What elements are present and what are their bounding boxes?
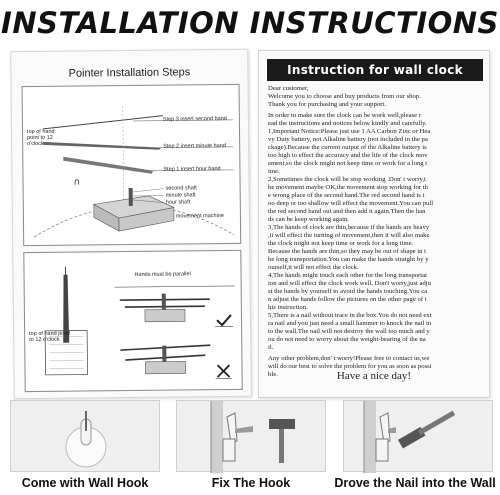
hands-exploded-diagram [22, 84, 242, 246]
instruction-line: the red second hand out and then add it again.Then the han [268, 208, 426, 215]
instruction-line: Because the hands are thin,so they may be out of shape in t [268, 248, 427, 255]
instruction-line: st the hands by yourself to avoid the hands touching.You ca [268, 288, 428, 295]
label-second-shaft: second shaft [165, 185, 197, 192]
label-hour-shaft: hour shaft [165, 199, 191, 206]
instruction-line: ion and will effect the clock work well. Don't worry,just adju [268, 280, 431, 287]
instruction-line: ckage).Because the current output of the Alkaline battery is [268, 144, 427, 151]
instruction-line: ourself,it will not effect the clock. [268, 264, 359, 271]
instruction-line: his instruction. [268, 304, 308, 311]
instruction-line: 1,Important Notice:Please just use 1 AA Carbon Zinc or Hea [268, 128, 431, 135]
instruction-sheet-title: Instruction for wall clock [267, 59, 483, 81]
instruction-line: e wrong place of the second hand.The red second hand is t [268, 192, 425, 199]
label-step3: Step 3 insert second hand [162, 115, 227, 123]
instruction-line: too high to effect the accuracy and the life of the clock mov [268, 152, 428, 159]
nail-icon [235, 426, 253, 433]
label-hands-parallel: Hands must be parallel [134, 271, 191, 278]
instruction-line: he long transportation.You can make the hands straight by y [268, 256, 429, 263]
checkmark-icon [215, 313, 233, 327]
wall-hook-icon [11, 401, 161, 473]
hands-parallel-diagram [23, 250, 242, 392]
instruction-line: ement,so the clock might not keep time or work for a long t [268, 160, 428, 167]
hammer-icon [269, 419, 295, 463]
instruction-line: to the wall.The nail will not destroy the wall too much and y [268, 328, 430, 335]
fix-hook-drawing [177, 401, 327, 473]
step-drive-nail-photo [343, 400, 493, 472]
step-wall-hook-photo [10, 400, 160, 472]
instruction-line: ime. [268, 168, 280, 175]
instruction-line: il. [268, 344, 274, 351]
label-minute-shaft: minute shaft [165, 192, 196, 199]
instruction-sheet [258, 50, 490, 398]
instruction-line: 5,There is a nail without trace in the box.You do not need ext [268, 312, 432, 319]
closing-text: Have a nice day! [336, 370, 412, 382]
instruction-line: vy Duty battery, not Alkaline battery (not included in the pa [268, 136, 428, 143]
instruction-line: In order to make sure the clock can be work well,please r [268, 112, 422, 119]
instruction-line: ra nail and you just need a small hammer to knock the nail in [268, 320, 432, 327]
instruction-line: Any other problem,don' t worry!Please free to contact us,we [268, 355, 430, 362]
label-top-of-hand-2: top of hand point to 12 o'clock [29, 330, 71, 344]
instruction-line: he movement maybe OK,the movement stop working for th [268, 184, 428, 191]
cross-icon [215, 363, 231, 379]
instruction-line: ou do not need to worry about the weight-bearing of the na [268, 336, 426, 343]
instruction-line: oo deep or too shallow will effect the movement.You can pull [268, 200, 434, 207]
instruction-line: the clock might not keep time or work for a long time. [268, 240, 414, 247]
step-caption-2: Fix The Hook [211, 476, 291, 490]
label-top-of-hand: top of hand point to 12 o'clock [27, 128, 55, 148]
label-movement-machine: movement machine [175, 213, 224, 220]
instruction-line: 4,The hands might touch each other for the long transportat [268, 272, 427, 279]
step-caption-1: Come with Wall Hook [21, 476, 149, 490]
instruction-line: Dear customer, [268, 85, 309, 92]
svg-text:∩: ∩ [73, 177, 81, 188]
instruction-line: 2,Sometimes the clock will be stop working .Don' t worry,t [268, 176, 426, 183]
instruction-line: will do our best to solve the problem for you as soon as possi [268, 363, 432, 370]
drive-nail-drawing [344, 401, 494, 473]
instruction-text [268, 85, 482, 379]
step-fix-hook-photo [176, 400, 326, 472]
instruction-line: ds can be keep working again. [268, 216, 349, 223]
label-step2: Step 2 insert minute hand [163, 143, 226, 150]
instruction-line: 3,The hands of clock are thin,because if the hands are heavy [268, 224, 430, 231]
step-caption-3: Drove the Nail into the Wall [334, 476, 496, 490]
instruction-line: ble. [268, 371, 278, 378]
pointer-installation-sheet [10, 49, 252, 399]
pointer-sheet-title: Pointer Installation Steps [68, 66, 191, 80]
instruction-line: Thank you for purchasing and your support. [268, 101, 386, 108]
instruction-line: ead the instructions and notices below kindly and carefully. [268, 120, 427, 127]
instruction-line: n adjust the hands follow the pictures on the other page of t [268, 296, 427, 303]
instruction-line: Welcome you to choose and buy products from our shop. [268, 93, 421, 100]
instruction-line: ,it will effect the turning of movement,then it will also make [268, 232, 430, 239]
label-step1: Step 1 insert hour hand [163, 166, 221, 173]
page-title: INSTALLATION INSTRUCTIONS [1, 6, 499, 40]
